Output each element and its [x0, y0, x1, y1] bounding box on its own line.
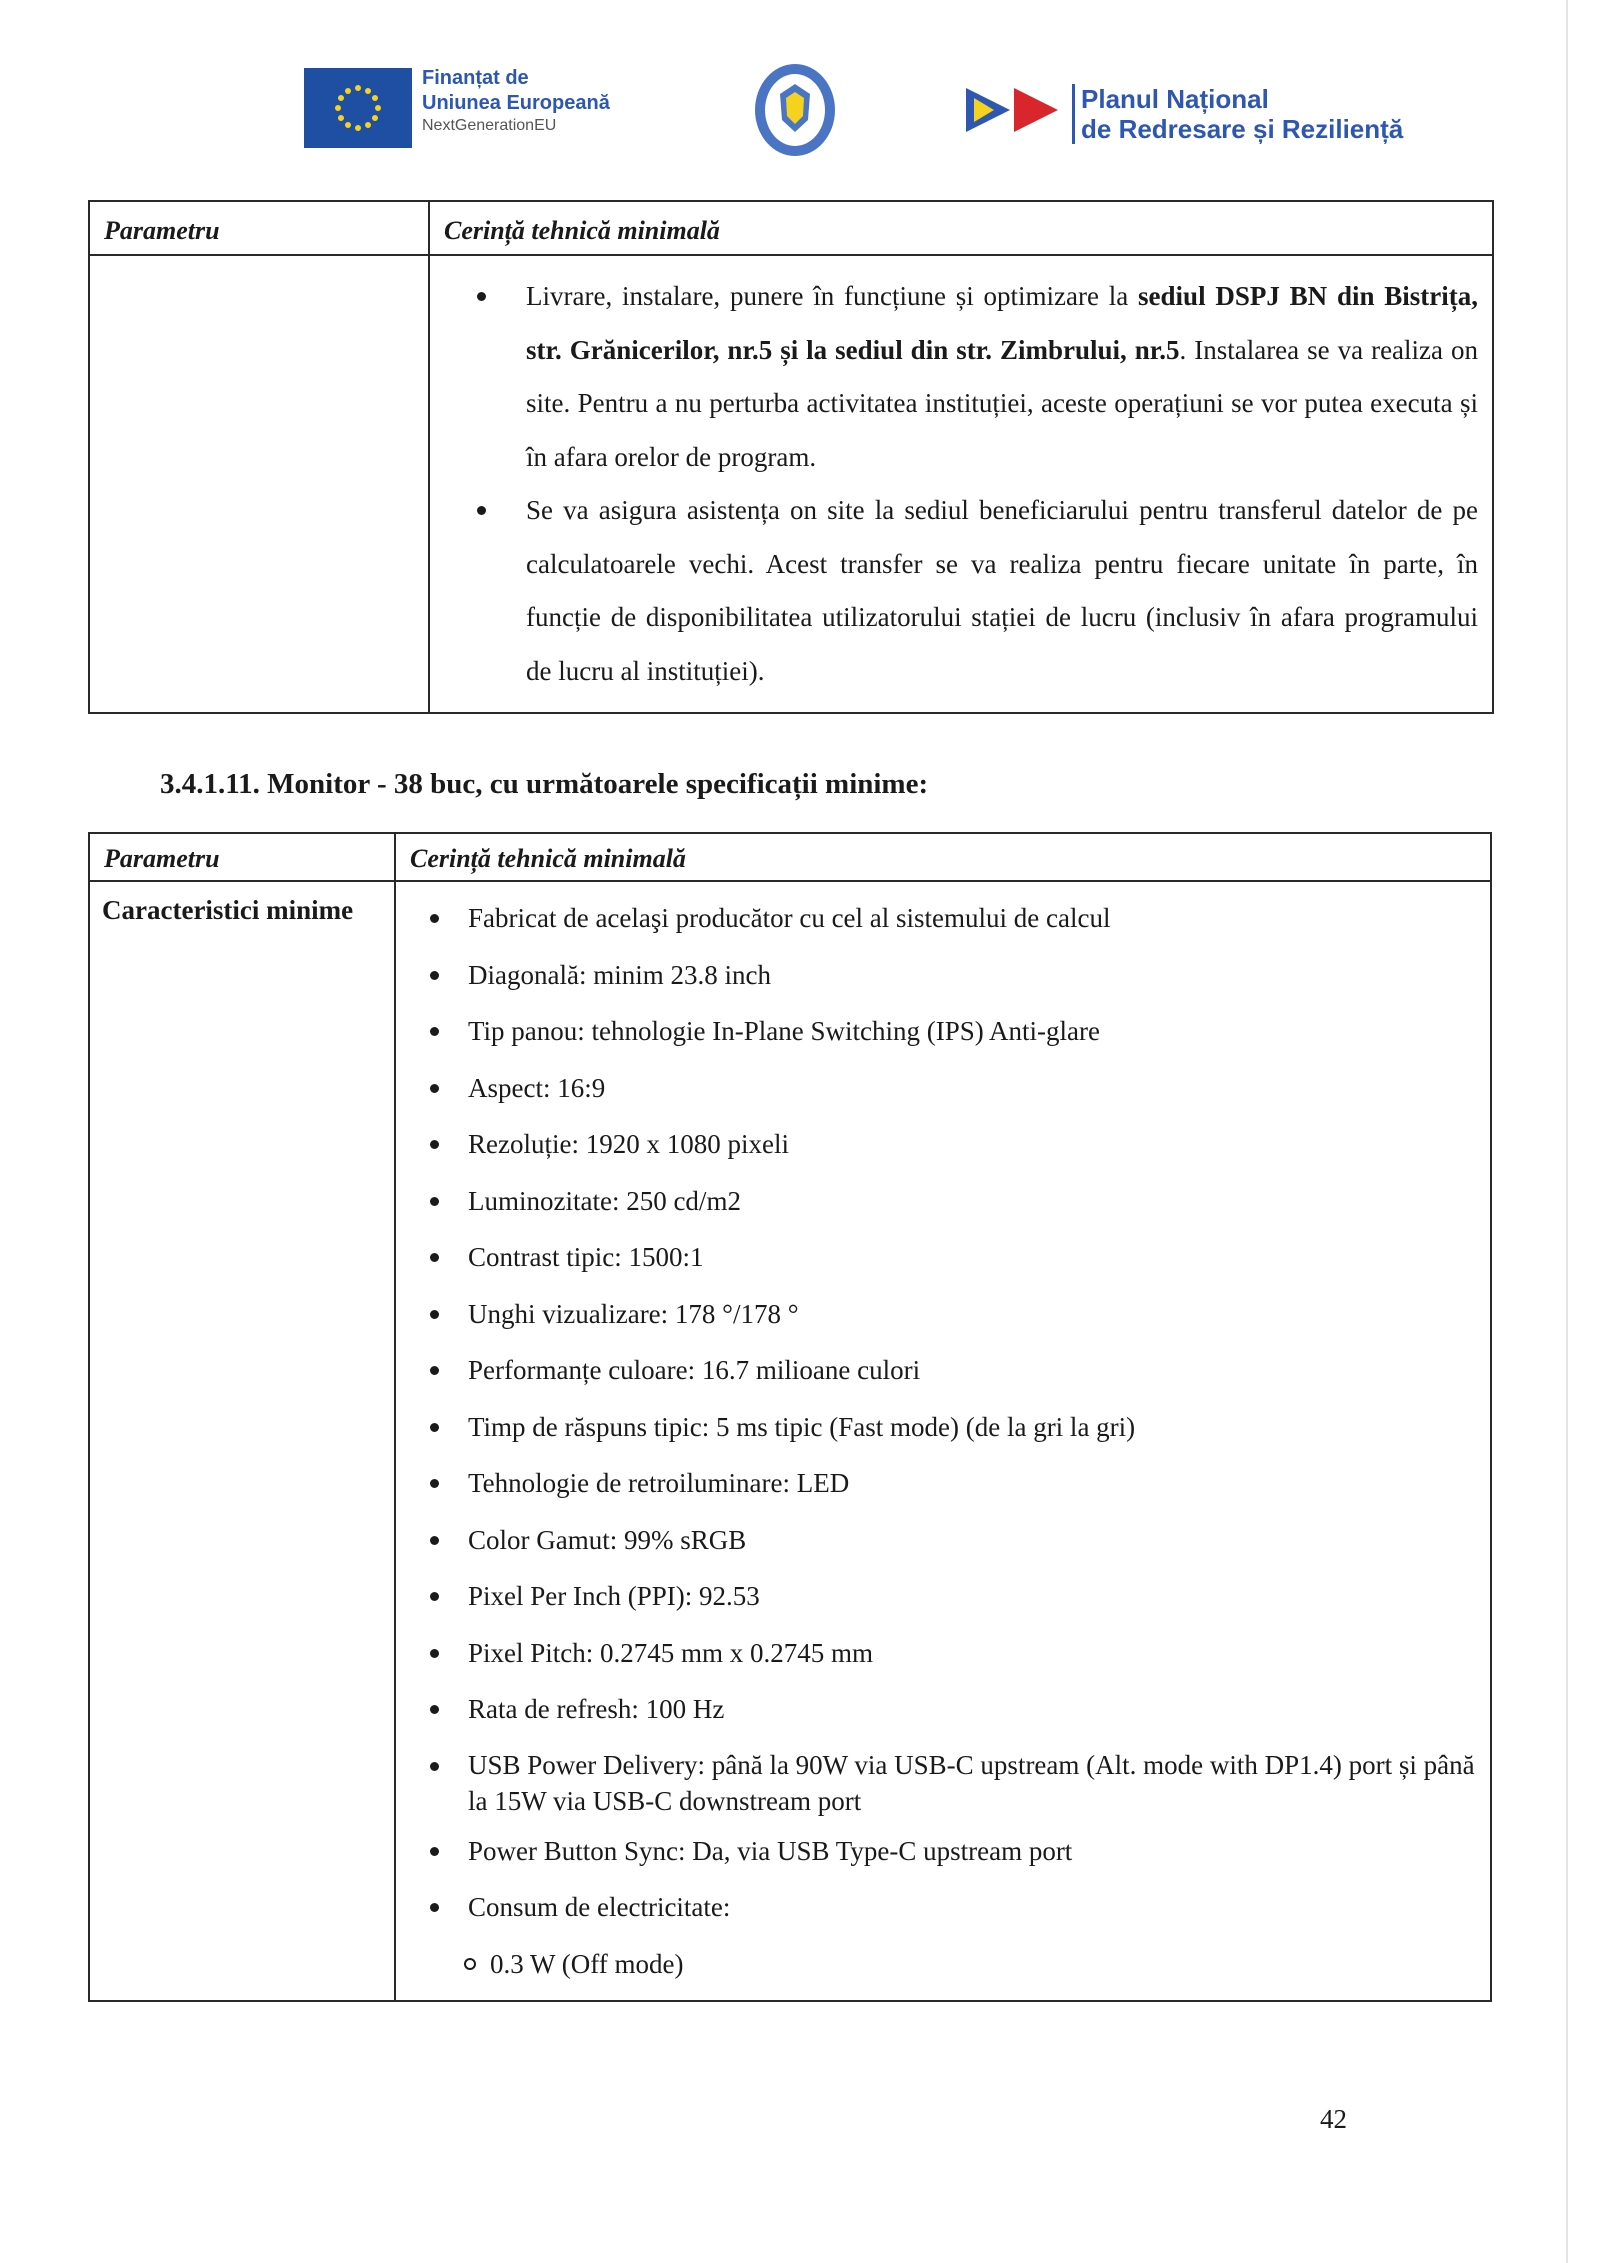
- table-row: [89, 255, 1493, 713]
- list-item-installation: [470, 270, 1478, 484]
- eu-stars-icon: [304, 68, 412, 148]
- table-header-row: [89, 201, 1493, 255]
- column-header-parameter: Parametru: [89, 201, 429, 255]
- hollow-bullet-icon: [464, 1958, 476, 1970]
- sub-item-text: 0.3 W (Off mode): [490, 1948, 684, 1979]
- list-item: Contrast tipic: 1500:1: [426, 1229, 1478, 1286]
- column-header-parameter: Parametru: [89, 833, 395, 881]
- page-number: 42: [1320, 2104, 1347, 2134]
- list-item: Rezoluție: 1920 x 1080 pixeli: [426, 1116, 1478, 1173]
- installation-text-2: . Instalarea se va realiza on site. Pentru a nu perturba activitatea instituției, aceste operațiuni se vor putea executa și în afara orelor de program.: [526, 334, 1478, 472]
- parameter-label: Caracteristici minime: [89, 881, 395, 2001]
- column-header-requirement: Cerință tehnică minimală: [429, 201, 1493, 255]
- eu-line-2: Uniunea Europeană: [422, 92, 610, 114]
- list-item: Pixel Per Inch (PPI): 92.53: [426, 1568, 1478, 1625]
- list-item: Tip panou: tehnologie In-Plane Switching (IPS) Anti-glare: [426, 1003, 1478, 1060]
- pnrr-line-1: Planul Național: [1081, 84, 1269, 114]
- monitor-specs-table: [88, 832, 1492, 2002]
- installation-location: sediul DSPJ BN din Bistrița, str. Grănicerilor, nr.5 și la sediul din str. Zimbrului, nr.5: [526, 281, 1478, 365]
- list-item: Timp de răspuns tipic: 5 ms tipic (Fast mode) (de la gri la gri): [426, 1399, 1478, 1456]
- section-heading: 3.4.1.11. Monitor - 38 buc, cu următoarele specificații minime:: [160, 768, 929, 800]
- eu-flag-logo: [304, 68, 412, 148]
- requirement-cell: [429, 255, 1493, 713]
- list-item: Aspect: 16:9: [426, 1060, 1478, 1117]
- pnrr-logo-icon: [964, 82, 1064, 138]
- list-item: Color Gamut: 99% sRGB: [426, 1512, 1478, 1569]
- list-item: Luminozitate: 250 cd/m2: [426, 1173, 1478, 1230]
- sub-list-item: [426, 1936, 1478, 1993]
- pnrr-line-2: de Redresare și Reziliență: [1081, 114, 1404, 144]
- list-item: USB Power Delivery: până la 90W via USB-C upstream (Alt. mode with DP1.4) port și până la 15W via USB-C downstream port: [426, 1738, 1478, 1823]
- list-item: Tehnologie de retroiluminare: LED: [426, 1455, 1478, 1512]
- table-row: [89, 881, 1491, 2001]
- list-item: Unghi vizualizare: 178 °/178 °: [426, 1286, 1478, 1343]
- requirements-table-continued: [88, 200, 1494, 714]
- list-item: Pixel Pitch: 0.2745 mm x 0.2745 mm: [426, 1625, 1478, 1682]
- funding-header: [0, 60, 1600, 170]
- list-item: Fabricat de acelaşi producător cu cel al sistemului de calcul: [426, 890, 1478, 947]
- installation-text-1: Livrare, instalare, punere în funcțiune și optimizare la: [526, 281, 1139, 311]
- list-item-data-transfer: Se va asigura asistența on site la sediul beneficiarului pentru transferul datelor de pe calculatoarele vechi. Acest transfer se va realiza pentru fiecare unitate în parte, în funcție de disponibilitatea utilizatorului stației de lucru (inclusiv în afara programului de lucru al instituției).: [470, 484, 1478, 698]
- list-item: Rata de refresh: 100 Hz: [426, 1681, 1478, 1738]
- list-item: Diagonală: minim 23.8 inch: [426, 947, 1478, 1004]
- table-header-row: [89, 833, 1491, 881]
- eu-line-3: NextGenerationEU: [422, 117, 557, 134]
- scan-edge-divider: [1566, 0, 1568, 2263]
- romanian-government-seal-icon: [752, 60, 838, 160]
- parameter-cell-empty: [89, 255, 429, 713]
- eu-line-1: Finanțat de: [422, 67, 529, 89]
- pnrr-text: [1072, 84, 1403, 144]
- column-header-requirement: Cerință tehnică minimală: [395, 833, 1491, 881]
- list-item: Power Button Sync: Da, via USB Type-C upstream port: [426, 1823, 1478, 1880]
- eu-funding-text: [422, 66, 610, 136]
- list-item: Performanțe culoare: 16.7 milioane culori: [426, 1342, 1478, 1399]
- list-item: Consum de electricitate:: [426, 1879, 1478, 1936]
- requirement-cell: [395, 881, 1491, 2001]
